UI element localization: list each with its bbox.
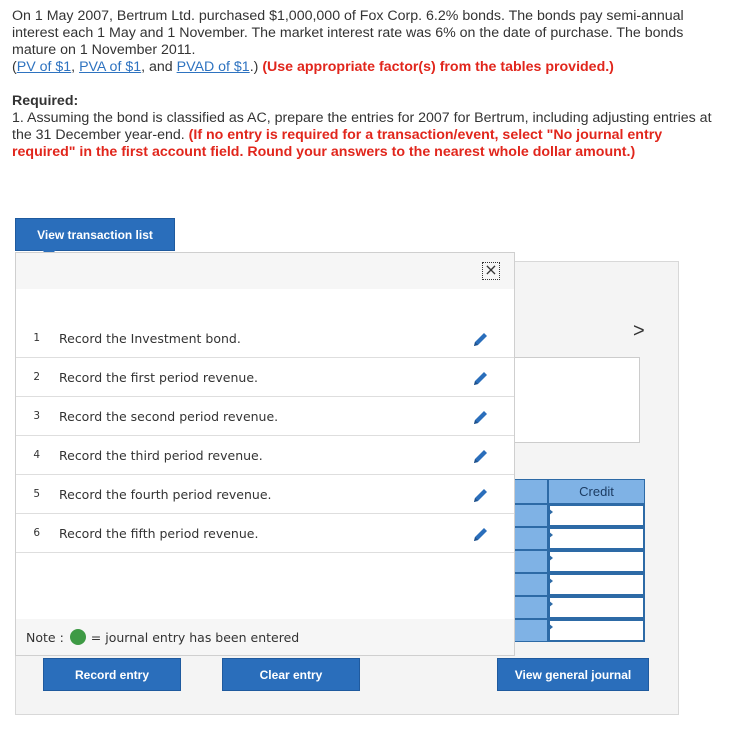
pencil-icon[interactable] — [472, 447, 490, 465]
popup-header — [16, 253, 514, 289]
transaction-label: Record the fifth period revenue. — [59, 525, 259, 541]
grid-row — [514, 504, 645, 527]
chevron-right-icon[interactable]: > — [633, 320, 645, 342]
grid-header-debit-edge — [514, 479, 548, 504]
factor-links — [12, 59, 724, 76]
transaction-label: Record the second period revenue. — [59, 408, 279, 424]
required-body — [12, 110, 724, 161]
pencil-icon[interactable] — [472, 408, 490, 426]
clear-entry-label: Clear entry — [259, 667, 323, 682]
grid-row — [514, 550, 645, 573]
pencil-icon[interactable] — [472, 369, 490, 387]
debit-cell[interactable] — [514, 504, 548, 527]
debit-cell[interactable] — [514, 573, 548, 596]
credit-cell[interactable] — [548, 573, 645, 596]
view-transaction-list-button[interactable] — [15, 218, 175, 251]
links-sep1: , — [71, 59, 80, 75]
entered-dot-icon — [70, 629, 86, 645]
transaction-label: Record the third period revenue. — [59, 447, 263, 463]
factor-note: (Use appropriate factor(s) from the tables provided.) — [262, 59, 614, 75]
credit-cell[interactable] — [548, 504, 645, 527]
transaction-label: Record the Investment bond. — [59, 330, 241, 346]
credit-cell[interactable] — [548, 619, 645, 642]
debit-cell[interactable] — [514, 619, 548, 642]
pencil-icon[interactable] — [472, 330, 490, 348]
debit-cell[interactable] — [514, 527, 548, 550]
record-entry-label: Record entry — [74, 667, 150, 682]
links-sep2: , and — [141, 59, 177, 75]
transaction-label: Record the fourth period revenue. — [59, 486, 272, 502]
debit-cell[interactable] — [514, 550, 548, 573]
pvad-link[interactable]: PVAD of $1 — [176, 59, 250, 75]
grid-row — [514, 573, 645, 596]
transaction-item-6[interactable] — [16, 514, 514, 553]
transaction-item-3[interactable] — [16, 397, 514, 436]
transaction-number: 4 — [33, 449, 40, 461]
note-label: Note : — [26, 629, 64, 645]
pencil-icon[interactable] — [472, 525, 490, 543]
close-icon[interactable]: × — [482, 262, 500, 280]
view-general-journal-button[interactable] — [497, 658, 649, 691]
transaction-number: 5 — [33, 488, 40, 500]
credit-cell[interactable] — [548, 550, 645, 573]
transaction-item-5[interactable] — [16, 475, 514, 514]
transaction-description-box — [514, 357, 640, 443]
credit-cell[interactable] — [548, 596, 645, 619]
debit-cell[interactable] — [514, 596, 548, 619]
problem-text: On 1 May 2007, Bertrum Ltd. purchased $1,000,000 of Fox Corp. 6.2% bonds. The bonds pay semi-annual interest each 1 May and 1 November. The market interest rate was 6% on the date of purchase. The bonds mature on 1 November 2011. — [12, 8, 684, 58]
grid-row — [514, 619, 645, 642]
record-entry-button[interactable] — [43, 658, 181, 691]
grid-row — [514, 596, 645, 619]
grid-row — [514, 527, 645, 550]
note-text: = journal entry has been entered — [90, 629, 300, 645]
pencil-icon[interactable] — [472, 486, 490, 504]
transaction-number: 2 — [33, 371, 40, 383]
links-close: .) — [249, 59, 263, 75]
transaction-list — [16, 319, 514, 553]
pva-link[interactable]: PVA of $1 — [79, 59, 142, 75]
journal-grid-header — [514, 479, 645, 504]
required-heading: Required: — [12, 93, 79, 109]
credit-cell[interactable] — [548, 527, 645, 550]
pv-link[interactable]: PV of $1 — [16, 59, 72, 75]
transaction-list-popup — [15, 252, 515, 656]
required-instruction: (If no entry is required for a transaction/event, select "No journal entry required" in the first account field. Round your answers to the nearest whole dollar amount.) — [12, 127, 663, 160]
links-open: ( — [12, 59, 17, 75]
problem-statement — [12, 8, 724, 161]
clear-entry-button[interactable] — [222, 658, 360, 691]
legend-note — [16, 619, 514, 655]
transaction-number: 3 — [33, 410, 40, 422]
transaction-item-1[interactable] — [16, 319, 514, 358]
transaction-number: 1 — [33, 332, 40, 344]
journal-grid-rows — [514, 504, 645, 642]
credit-column-header: Credit — [548, 479, 645, 504]
required-text: 1. Assuming the bond is classified as AC, prepare the entries for 2007 for Bertrum, including adjusting entries at the 31 December year-end. — [12, 110, 712, 143]
view-transaction-list-label: View transaction list — [37, 227, 153, 242]
view-general-journal-label: View general journal — [514, 667, 632, 682]
transaction-item-2[interactable] — [16, 358, 514, 397]
transaction-label: Record the first period revenue. — [59, 369, 258, 385]
transaction-number: 6 — [33, 527, 40, 539]
transaction-item-4[interactable] — [16, 436, 514, 475]
